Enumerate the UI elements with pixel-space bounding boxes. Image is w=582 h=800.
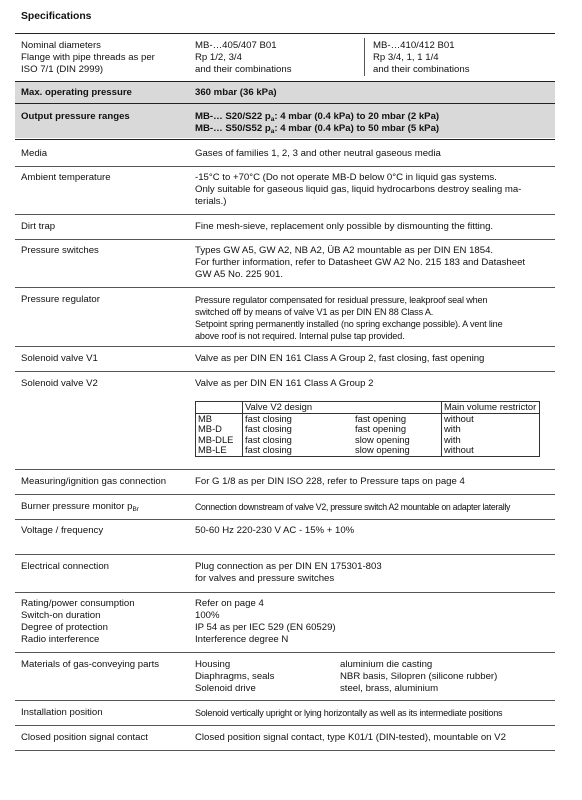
divider [15, 166, 555, 167]
divider [15, 287, 555, 288]
value-line: switched off by means of valve V1 as per DIN EN 88 Class A. [195, 307, 434, 317]
value-line: and their combinations [373, 64, 470, 75]
ambient-value [195, 172, 540, 208]
range-text: : 4 mbar (0.4 kPa) to 20 mbar (2 kPa) [274, 111, 440, 122]
value-line: steel, brass, aluminium [340, 683, 439, 694]
table-cell: with [444, 433, 461, 445]
rating-values [195, 598, 540, 646]
measuring-value: For G 1/8 as per DIN ISO 228, refer to Pressure taps on page 4 [195, 476, 465, 487]
value-line: Only suitable for gaseous liquid gas, liquid hydrocarbons destroy sealing ma- [195, 184, 522, 195]
table-cell: fast opening [353, 413, 442, 424]
divider [15, 239, 555, 240]
value-line: Pressure regulator compensated for residual pressure, leakproof seal when [195, 295, 488, 305]
value-line: IP 54 as per IEC 529 (EN 60529) [195, 622, 336, 633]
table-cell: MB-LE [196, 445, 243, 456]
pressure-regulator-value [195, 294, 540, 342]
value-line: 100% [195, 610, 220, 621]
closed-signal-value: Closed position signal contact, type K01/1 (DIN-tested), mountable on V2 [195, 732, 506, 743]
divider [15, 346, 555, 347]
solenoid-v2-value: Valve as per DIN EN 161 Class A Group 2 [195, 378, 374, 389]
installation-value: Solenoid vertically upright or lying horizontally as well as its intermediate positions [195, 708, 503, 718]
burner-monitor-label [21, 501, 186, 513]
value-line: -15°C to +70°C (Do not operate MB-D below 0°C in liquid gas systems. [195, 172, 497, 183]
column-separator [364, 38, 365, 76]
range-line-1 [195, 111, 540, 123]
nominal-col1 [195, 40, 360, 76]
label-line: Flange with pipe threads as per [21, 52, 155, 63]
table-cell: without [444, 412, 474, 424]
dirt-trap-label: Dirt trap [21, 221, 56, 232]
materials-parts [195, 659, 335, 695]
label-line: ISO 7/1 (DIN 2999) [21, 64, 104, 75]
range-text: MB-… S20/S22 p [195, 111, 271, 122]
page-title: Specifications [21, 11, 92, 22]
table-cell: without [444, 444, 474, 456]
divider [15, 214, 555, 215]
nominal-label [21, 40, 186, 76]
table-cell: fast closing [245, 412, 292, 424]
media-value: Gases of families 1, 2, 3 and other neutral gaseous media [195, 148, 441, 159]
divider [15, 494, 555, 495]
materials-label: Materials of gas-conveying parts [21, 659, 160, 670]
table-header-row [196, 402, 540, 414]
label-line: Rating/power consumption [21, 598, 135, 609]
label-subscript: Br [132, 506, 139, 513]
closed-signal-label: Closed position signal contact [21, 732, 148, 743]
table-cell: fast closing [245, 433, 292, 445]
value-line: Interference degree N [195, 634, 289, 645]
voltage-value: 50-60 Hz 220-230 V AC - 15% + 10% [195, 525, 355, 536]
valve-v2-design-table [195, 401, 540, 457]
divider [15, 554, 555, 555]
pressure-switches-label: Pressure switches [21, 245, 99, 256]
voltage-label: Voltage / frequency [21, 525, 104, 536]
value-line: Refer on page 4 [195, 598, 264, 609]
value-line: Rp 1/2, 3/4 [195, 52, 242, 63]
table-cell: fast opening [353, 424, 442, 435]
label-line: Nominal diameters [21, 40, 101, 51]
value-line: MB-…405/407 B01 [195, 40, 277, 51]
divider [15, 371, 555, 372]
value-line: Housing [195, 659, 231, 670]
range-line-2 [195, 123, 540, 135]
label-line: Radio interference [21, 634, 100, 645]
table-header-cell: Valve V2 design [243, 402, 354, 414]
value-line: terials.) [195, 196, 227, 207]
range-subscript: a [270, 116, 275, 123]
label-text: Burner pressure monitor p [21, 501, 133, 512]
pressure-regulator-label: Pressure regulator [21, 294, 100, 305]
divider [15, 750, 555, 751]
divider [15, 700, 555, 701]
nominal-col2 [373, 40, 543, 76]
value-line: Types GW A5, GW A2, NB A2, ÜB A2 mountable as per DIN EN 1854. [195, 245, 494, 256]
max-pressure-value: 360 mbar (36 kPa) [195, 87, 277, 98]
value-line: Plug connection as per DIN EN 175301-803 [195, 561, 382, 572]
value-line: MB-…410/412 B01 [373, 40, 455, 51]
value-line: NBR basis, Silopren (silicone rubber) [340, 671, 498, 682]
dirt-trap-value: Fine mesh-sieve, replacement only possible by dismounting the fitting. [195, 221, 494, 232]
value-line: and their combinations [195, 64, 292, 75]
range-text: MB-… S50/S52 p [195, 123, 271, 134]
value-line: Solenoid drive [195, 683, 256, 694]
value-line: above roof is not required. Internal pulse tap provided. [195, 331, 405, 341]
solenoid-v2-label: Solenoid valve V2 [21, 378, 98, 389]
value-line: For further information, refer to Datasheet GW A2 No. 215 183 and Datasheet [195, 257, 526, 268]
solenoid-v1-value: Valve as per DIN EN 161 Class A Group 2, fast closing, fast opening [195, 353, 485, 364]
max-pressure-label: Max. operating pressure [21, 87, 132, 98]
range-subscript: a [270, 128, 275, 135]
divider [15, 33, 555, 34]
table-cell: MB [196, 413, 243, 424]
label-line: Switch-on duration [21, 610, 101, 621]
burner-monitor-value: Connection downstream of valve V2, pressure switch A2 mountable on adapter laterally [195, 502, 511, 512]
electrical-value [195, 561, 540, 585]
measuring-label: Measuring/ignition gas connection [21, 476, 167, 487]
value-line: Diaphragms, seals [195, 671, 275, 682]
value-line: for valves and pressure switches [195, 573, 335, 584]
table-cell: MB-D [196, 424, 243, 435]
pressure-switches-value [195, 245, 540, 281]
value-line: Rp 3/4, 1, 1 1/4 [373, 52, 439, 63]
divider [15, 592, 555, 593]
table-cell: MB-DLE [196, 435, 243, 446]
divider [15, 139, 555, 140]
table-cell: fast closing [245, 423, 292, 435]
label-line: Degree of protection [21, 622, 108, 633]
installation-label: Installation position [21, 707, 103, 718]
ambient-label: Ambient temperature [21, 172, 111, 183]
divider [15, 652, 555, 653]
table-cell: slow opening [353, 445, 442, 456]
divider [15, 519, 555, 520]
materials-list [340, 659, 545, 695]
output-ranges-label: Output pressure ranges [21, 111, 130, 122]
table-cell: fast closing [245, 444, 292, 456]
table-header-cell [353, 402, 442, 414]
value-line: GW A5 No. 225 901. [195, 269, 283, 280]
range-text: : 4 mbar (0.4 kPa) to 50 mbar (5 kPa) [274, 123, 440, 134]
value-line: Setpoint spring permanently installed (no spring exchange possible). A vent line [195, 319, 503, 329]
solenoid-v1-label: Solenoid valve V1 [21, 353, 98, 364]
table-header-cell: Main volume restrictor [442, 402, 540, 414]
media-label: Media [21, 148, 48, 159]
table-cell: with [444, 423, 461, 435]
table-cell: slow opening [353, 435, 442, 446]
rating-labels [21, 598, 186, 646]
output-ranges-value [195, 111, 540, 135]
divider [15, 469, 555, 470]
electrical-label: Electrical connection [21, 561, 109, 572]
table-header-cell [196, 402, 243, 414]
table-row [196, 445, 540, 456]
value-line: aluminium die casting [340, 659, 433, 670]
divider [15, 725, 555, 726]
